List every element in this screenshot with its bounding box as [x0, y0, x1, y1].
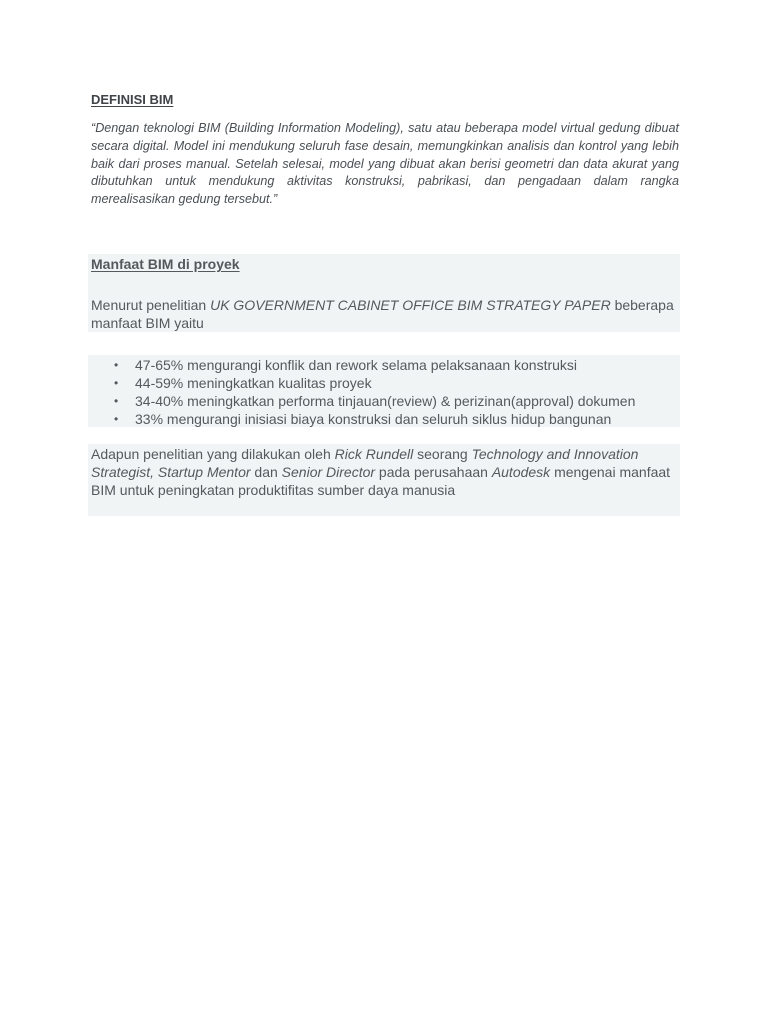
company-name: Autodesk [491, 464, 551, 480]
research-text-4: pada perusahaan [375, 464, 492, 480]
benefits-intro-paragraph [91, 296, 677, 332]
list-item [91, 374, 681, 392]
list-item-text: 47-65% mengurangi konflik dan rework selama pelaksanaan konstruksi [135, 357, 578, 373]
research-text-5: mengenai manfaat BIM untuk peningkatan produktifitas sumber daya manusia [91, 464, 671, 498]
bullet-icon: • [114, 412, 119, 426]
research-paragraph [91, 445, 677, 499]
list-item-text: 34-40% meningkatkan performa tinjauan(review) & perizinan(approval) dokumen [135, 393, 636, 409]
bullet-icon: • [114, 394, 119, 408]
intro-source: UK GOVERNMENT CABINET OFFICE BIM STRATEGY PAPER [210, 297, 611, 313]
list-item [91, 410, 681, 428]
section-heading-manfaat: Manfaat BIM di proyek [91, 256, 240, 272]
research-text-2: seorang [413, 446, 472, 462]
researcher-name: Rick Rundell [334, 446, 414, 462]
list-item-text: 33% mengurangi inisiasi biaya konstruksi dan seluruh siklus hidup bangunan [135, 411, 612, 427]
researcher-role: Technology and Innovation Strategist, Startup Mentor [91, 446, 639, 480]
list-item-text: 44-59% meningkatkan kualitas proyek [135, 375, 372, 391]
research-text-1: Adapun penelitian yang dilakukan oleh [91, 446, 335, 462]
intro-suffix: beberapa manfaat BIM yaitu [91, 297, 674, 331]
research-text-3: dan [250, 464, 282, 480]
researcher-title: Senior Director [281, 464, 376, 480]
bim-definition-quote: “Dengan teknologi BIM (Building Information Modeling), satu atau beberapa model virtual gedung dibuat secara digital. Model ini mendukung seluruh fase desain, memungkinkan analisis dan kontrol yang lebih baik dari proses manual. Setelah selesai, model yang dibuat akan berisi geometri dan data akurat yang dibutuhkan untuk mendukung aktivitas konstruksi, pabrikasi, dan pengadaan dalam rangka merealisasikan gedung tersebut.” [91, 121, 679, 207]
list-item [91, 392, 681, 410]
list-item [91, 356, 681, 374]
bullet-icon: • [114, 376, 119, 390]
intro-prefix: Menurut penelitian [91, 297, 211, 313]
bullet-icon: • [114, 358, 119, 372]
section-heading-definisi: DEFINISI BIM [91, 92, 174, 107]
benefits-list [91, 356, 681, 428]
